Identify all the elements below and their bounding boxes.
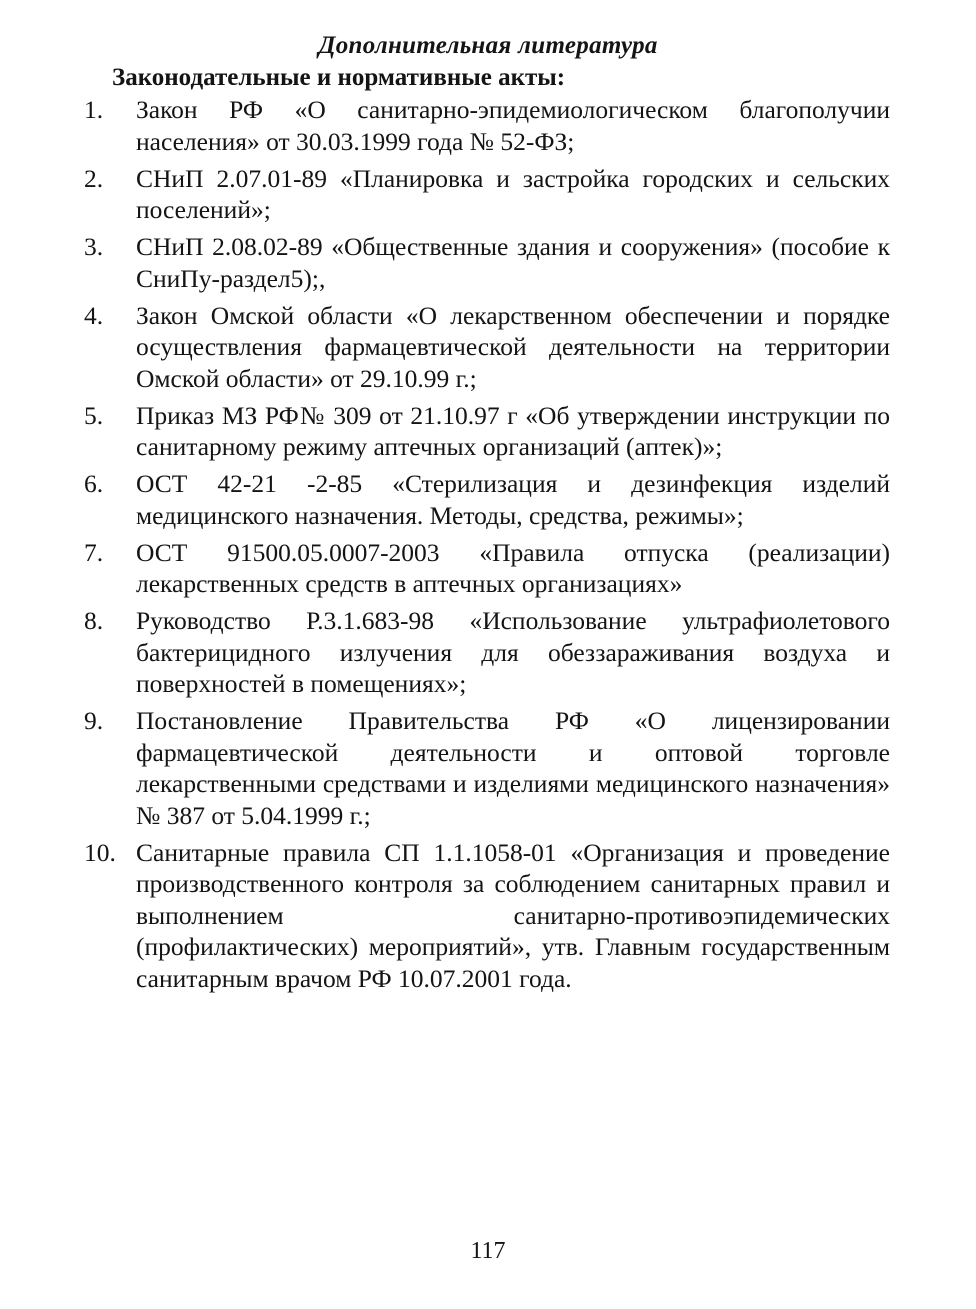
list-item-number: 4. <box>84 300 104 330</box>
list-item <box>84 400 890 463</box>
list-item-text: ОСТ 91500.05.0007-2003 «Правила отпуска (реализации) лекарственных средств в аптечных организациях» <box>136 537 890 598</box>
list-item-text: Закон Омской области «О лекарственном обеспечении и порядке осуществления фармацевтической деятельности на территории Омской области» от 29.10.99 г.; <box>136 300 890 393</box>
list-item <box>84 605 890 700</box>
list-item <box>84 705 890 831</box>
list-item <box>84 300 890 395</box>
list-item-number: 1. <box>84 95 104 124</box>
list-item <box>84 837 890 995</box>
list-item-number: 3. <box>84 232 104 261</box>
list-item-number: 6. <box>84 469 104 498</box>
list-item-text: Приказ МЗ РФ№ 309 от 21.10.97 г «Об утверждении инструкции по санитарному режиму аптечных организаций (аптек)»; <box>136 400 890 461</box>
list-item <box>84 537 890 600</box>
list-item-number: 9. <box>84 706 104 735</box>
list-item <box>84 468 890 531</box>
list-item-text: Руководство Р.3.1.683-98 «Использование ультрафиолетового бактерицидного излучения для обеззараживания воздуха и поверхностей в помещениях»; <box>136 606 890 698</box>
list-item-number: 5. <box>84 400 104 430</box>
list-item-number: 2. <box>84 163 104 193</box>
list-item-number: 7. <box>84 537 104 567</box>
page-number: 117 <box>470 1238 506 1264</box>
list-item-number: 10. <box>84 837 116 867</box>
section-heading: Дополнительная литература <box>318 32 658 59</box>
list-item-text: Санитарные правила СП 1.1.1058-01 «Организация и проведение производственного контроля за соблюдением санитарных правил и выполнением санитарно-противоэпидемических (профилактических) мероприятий», утв. Главным государственным санитарным врачом РФ 10.07.2001 года. <box>136 837 890 993</box>
list-item-text: ОСТ 42-21 -2-85 «Стерилизация и дезинфекция изделий медицинского назначения. Методы, средства, режимы»; <box>136 469 890 530</box>
list-item-text: СНиП 2.07.01-89 «Планировка и застройка городских и сельских поселений»; <box>136 163 890 224</box>
list-item-text: СНиП 2.08.02-89 «Общественные здания и сооружения» (пособие к СниПу-раздел5);, <box>136 232 890 293</box>
list-item-text: Закон РФ «О санитарно-эпидемиологическом благополучии населения» от 30.03.1999 года № 52-ФЗ; <box>136 95 890 156</box>
list-item-text: Постановление Правительства РФ «О лицензировании фармацевтической деятельности и оптовой торговле лекарственными средствами и изделиями медицинского назначения» № 387 от 5.04.1999 г.; <box>136 706 890 830</box>
subsection-heading: Законодательные и нормативные акты: <box>112 64 566 91</box>
list-item <box>84 231 890 294</box>
list-item-number: 8. <box>84 606 104 635</box>
list-item <box>84 163 890 226</box>
list-item <box>84 94 890 157</box>
references-list <box>84 94 890 1000</box>
